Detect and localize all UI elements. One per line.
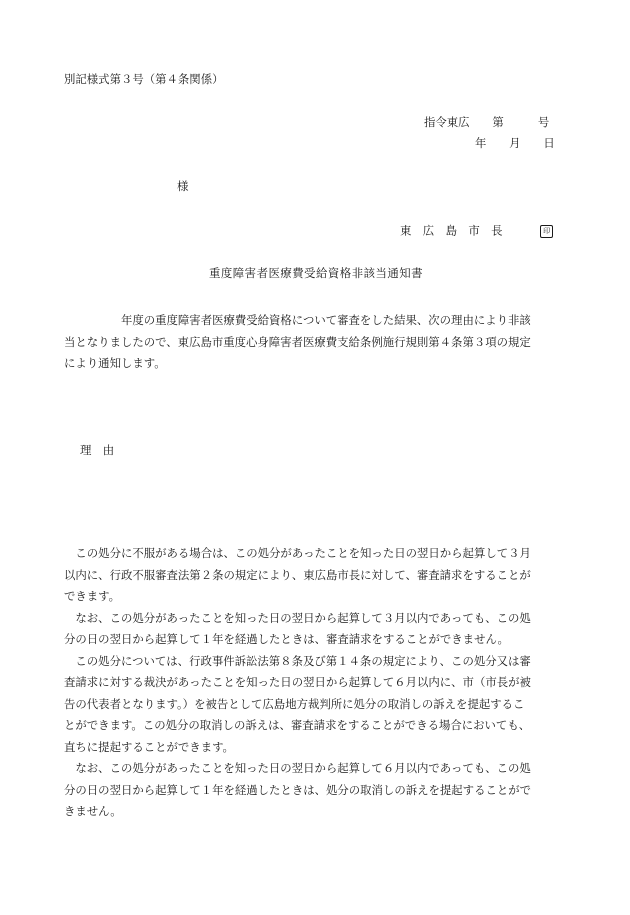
form-label: 別記様式第３号（第４条関係）	[64, 72, 224, 86]
body-paragraph	[64, 310, 574, 375]
reference-number: 指令東広 第 号	[424, 115, 550, 129]
notice-line: なお、この処分があったことを知った日の翌日から起算して３月以内であっても、この処	[64, 610, 531, 625]
official-seal-icon: 印	[540, 225, 553, 238]
notice-line: 査請求に対する裁決があったことを知った日の翌日から起算して６月以内に、市（市長が被	[64, 675, 531, 689]
notice-line: きません。	[64, 804, 122, 818]
notice-line: この処分に不服がある場合は、この処分があったことを知った日の翌日から起算して３月	[64, 546, 531, 560]
body-line: 当となりましたので、東広島市重度心身障害者医療費支給条例施行規則第４条第３項の規定	[64, 334, 531, 349]
reason-heading: 理 由	[80, 443, 115, 457]
issuer-name	[400, 225, 553, 238]
body-line: により通知します。	[64, 356, 166, 370]
appeal-notice	[64, 543, 574, 823]
notice-line: 分の日の翌日から起算して１年を経過したときは、審査請求をすることができません。	[64, 632, 509, 646]
body-line: 年度の重度障害者医療費受給資格について審査をした結果、次の理由により非該	[64, 313, 531, 327]
notice-line: 告の代表者となります。）を被告として広島地方裁判所に処分の取消しの訴えを提起するこ	[64, 696, 525, 711]
notice-line: 直ちに提起することができます。	[64, 739, 234, 754]
issuer-label: 東 広 島 市 長	[400, 223, 503, 238]
notice-line: 分の日の翌日から起算して１年を経過したときは、処分の取消しの訴えを提起することがで	[64, 782, 532, 797]
notice-line: できます。	[64, 589, 121, 603]
document-title: 重度障害者医療費受給資格非該当通知書	[209, 266, 424, 280]
addressee-suffix: 様	[177, 179, 189, 193]
notice-line: この処分については、行政事件訴訟法第８条及び第１４条の規定により、この処分又は審	[64, 653, 531, 668]
notice-line: 以内に、行政不服審査法第２条の規定により、東広島市長に対して、審査請求をすることが	[64, 567, 531, 582]
issue-date: 年 月 日	[475, 136, 555, 150]
notice-line: なお、この処分があったことを知った日の翌日から起算して６月以内であっても、この処	[64, 761, 531, 775]
notice-line: とができます。この処分の取消しの訴えは、審査請求をすることができる場合においても、	[64, 718, 531, 732]
